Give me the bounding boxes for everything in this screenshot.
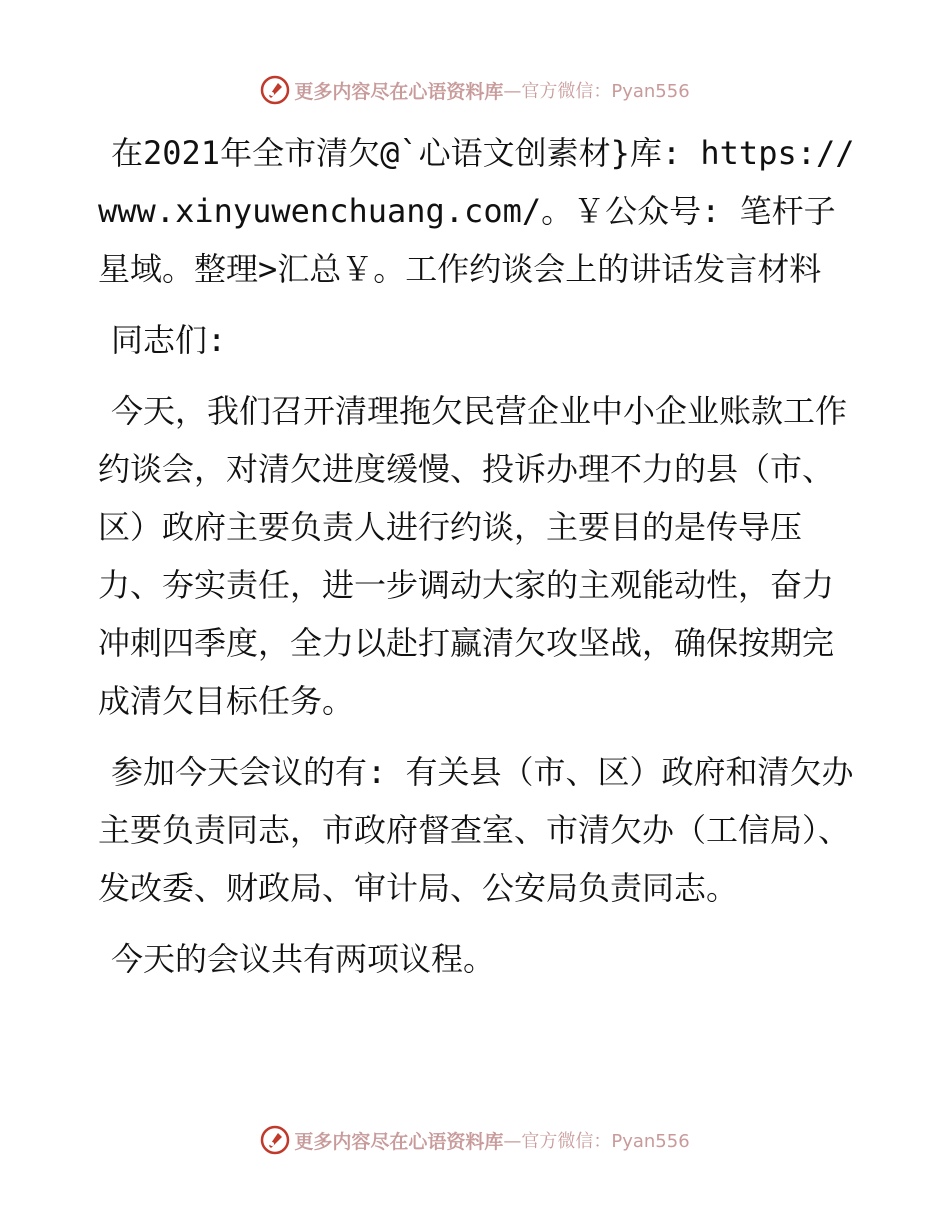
document-body <box>98 124 858 1001</box>
paragraph-salutation: 同志们: <box>111 321 227 359</box>
paragraph-title: 在2021年全市清欠@`心语文创素材}库: https://www.xinyuwenchuang.com/。￥公众号: 笔杆子星域。整理>汇总￥。工作约谈会上的讲话发言材料 <box>98 134 855 288</box>
paragraph-purpose: 今天，我们召开清理拖欠民营企业中小企业账款工作约谈会，对清欠进度缓慢、投诉办理不力的县（市、区）政府主要负责人进行约谈，主要目的是传导压力、夯实责任，进一步调动大家的主观能动性，奋力冲刺四季度，全力以赴打赢清欠攻坚战，确保按期完成清欠目标任务。 <box>98 392 848 720</box>
paragraph-attendees: 参加今天会议的有: 有关县（市、区）政府和清欠办主要负责同志，市政府督查室、市清欠办（工信局）、发改委、财政局、审计局、公安局负责同志。 <box>98 753 854 907</box>
paragraph-agenda: 今天的会议共有两项议程。 <box>111 940 496 978</box>
header-watermark-banner <box>0 70 950 110</box>
pen-nib-logo-icon <box>260 1125 290 1155</box>
banner-wechat-id: —官方微信：Pyan556 <box>503 81 690 102</box>
banner-site-name: 更多内容尽在心语资料库 <box>294 1130 504 1153</box>
banner-wechat-id: —官方微信：Pyan556 <box>503 1131 690 1152</box>
pen-nib-logo-icon <box>260 75 290 105</box>
banner-site-name: 更多内容尽在心语资料库 <box>294 80 504 103</box>
footer-watermark-banner <box>0 1120 950 1160</box>
